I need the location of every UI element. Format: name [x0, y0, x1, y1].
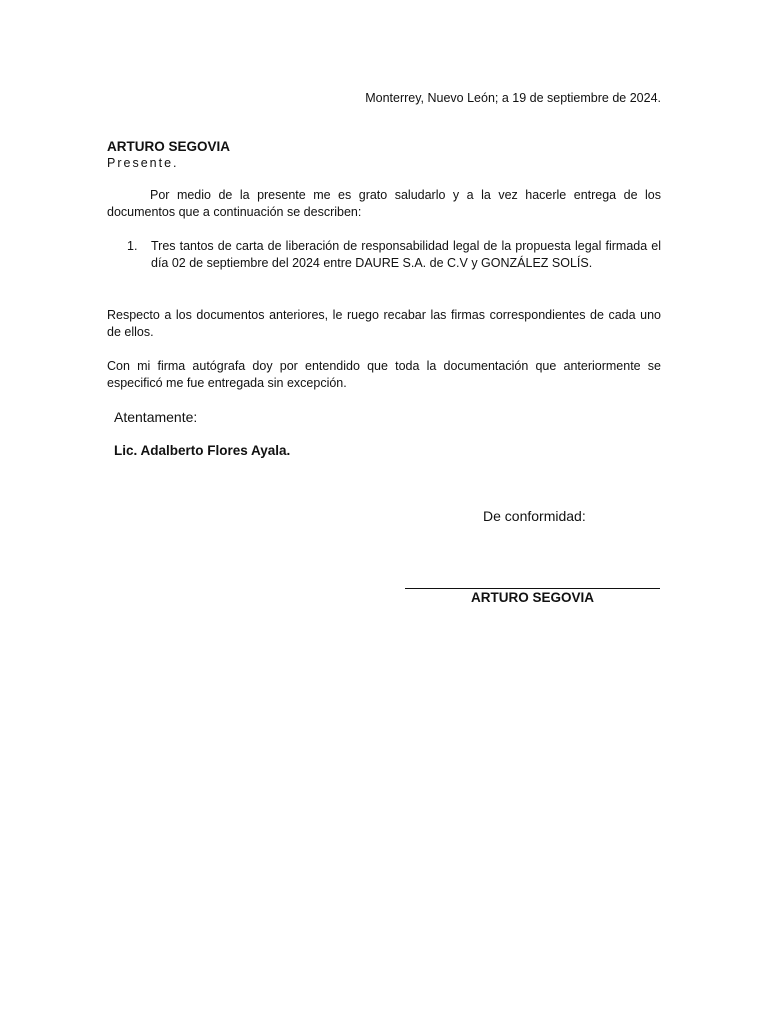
confirmation-paragraph: Con mi firma autógrafa doy por entendido que toda la documentación que anteriormente se especificó me fue entregada sin excepción. — [107, 359, 661, 390]
intro-paragraph: Por medio de la presente me es grato saludarlo y a la vez hacerle entrega de los documentos que a continuación se describen: — [107, 188, 661, 219]
signature-line — [405, 588, 660, 589]
list-item — [127, 238, 661, 272]
recipient-greeting: Presente. — [107, 156, 179, 170]
conformity-label: De conformidad: — [483, 508, 586, 524]
request-paragraph: Respecto a los documentos anteriores, le ruego recabar las firmas correspondientes de cada uno de ellos. — [107, 308, 661, 339]
signer-name: ARTURO SEGOVIA — [470, 590, 594, 605]
sender-name: Lic. Adalberto Flores Ayala. — [114, 443, 291, 458]
closing-salutation: Atentamente: — [114, 409, 198, 425]
list-item-number: 1. — [127, 239, 138, 253]
list-item-text: Tres tantos de carta de liberación de responsabilidad legal de la propuesta legal firmada el día 02 de septiembre del 2024 entre DAURE S.A. de C.V y GONZÁLEZ SOLÍS. — [151, 239, 661, 270]
recipient-name: ARTURO SEGOVIA — [107, 139, 231, 154]
document-list — [127, 238, 661, 272]
date-line: Monterrey, Nuevo León; a 19 de septiembre de 2024. — [365, 91, 661, 105]
